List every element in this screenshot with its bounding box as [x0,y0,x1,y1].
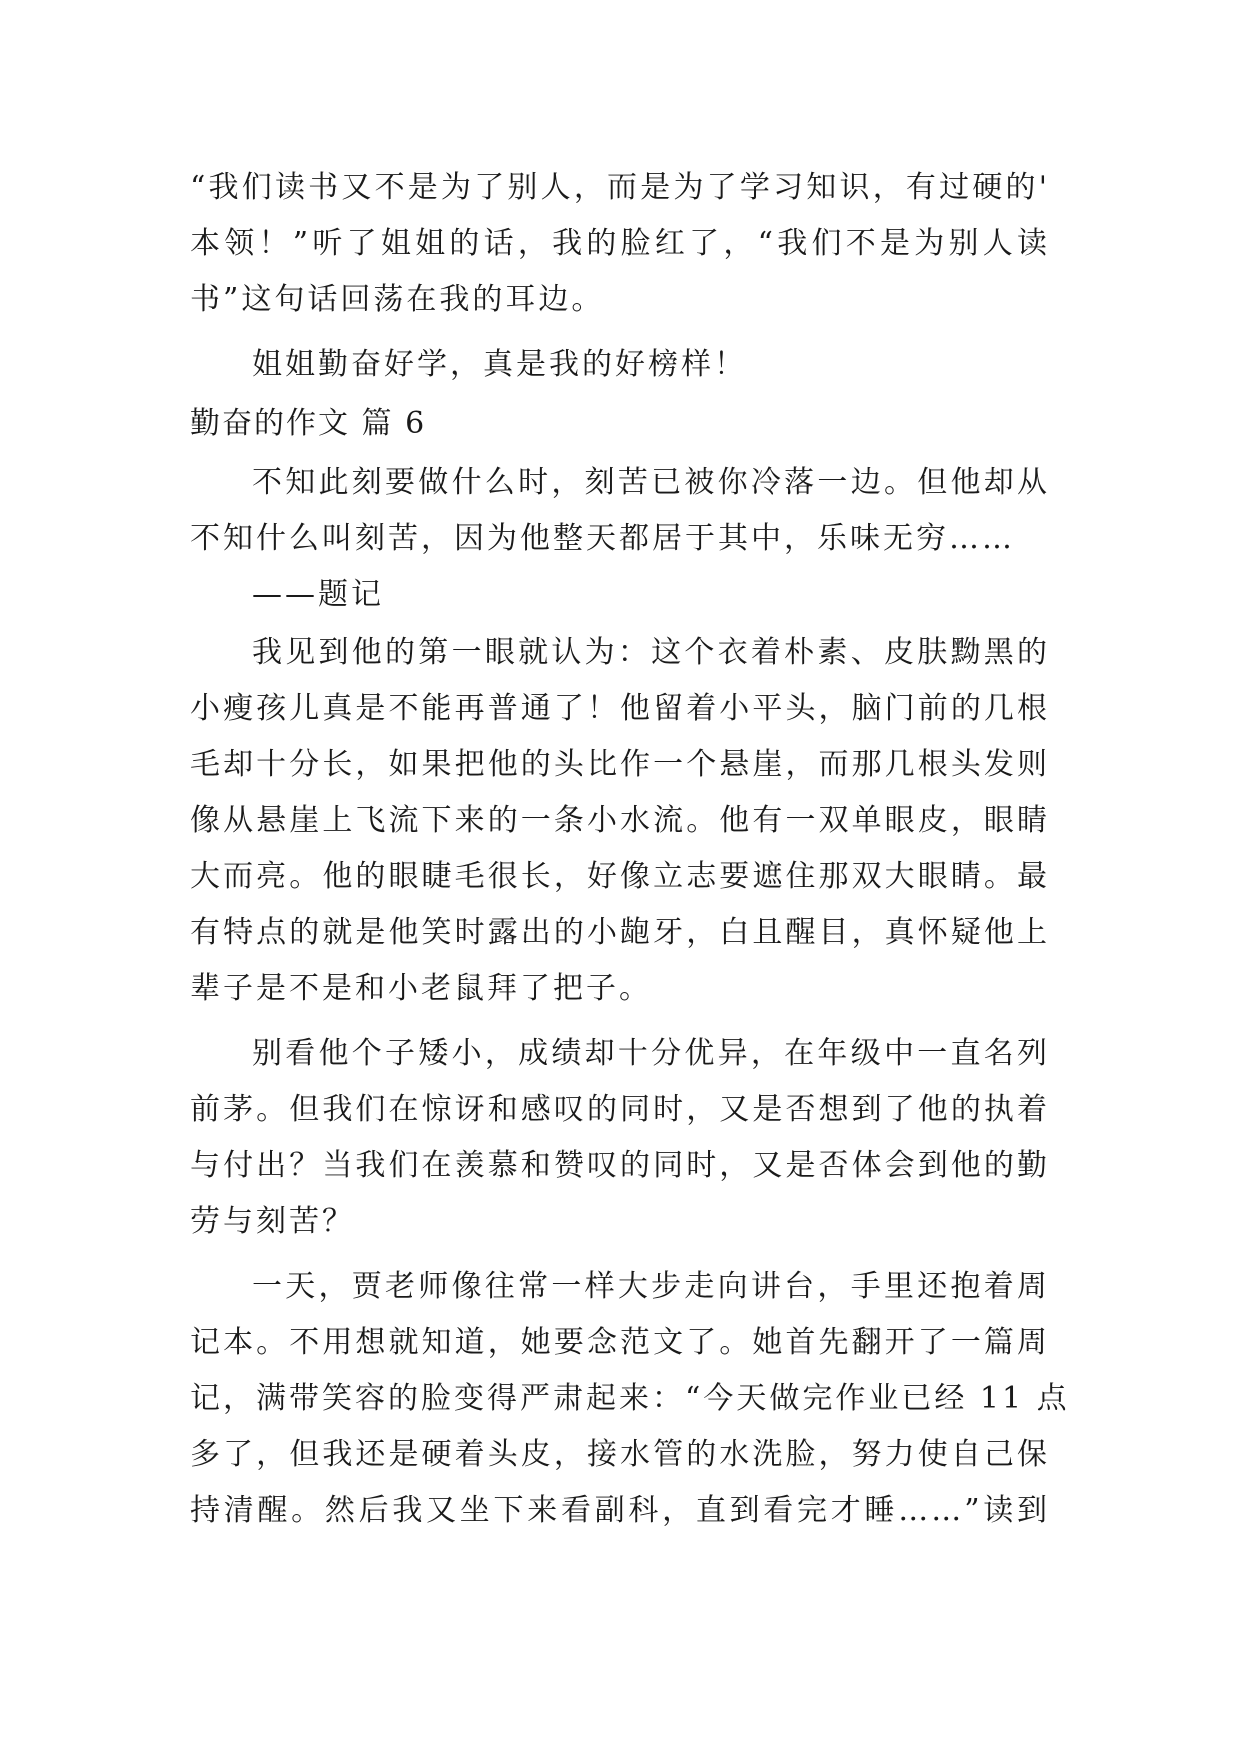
text-line: 不知此刻要做什么时，刻苦已被你冷落一边。但他却从 [252,465,1050,500]
text-line: 持清醒。然后我又坐下来看副科，直到看完才睡……”读到 [190,1493,1050,1528]
text-line: 辈子是不是和小老鼠拜了把子。 [190,971,652,1006]
section-heading: 勤奋的作文 篇 6 [190,406,427,441]
text-line: 一天，贾老师像往常一样大步走向讲台，手里还抱着周 [252,1269,1050,1304]
text-line: 有特点的就是他笑时露出的小龅牙，白且醒目，真怀疑他上 [190,915,1050,950]
text-line: 像从悬崖上飞流下来的一条小水流。他有一双单眼皮，眼睛 [190,803,1050,838]
text-line: 不知什么叫刻苦，因为他整天都居于其中，乐味无穷…… [190,521,1015,556]
text-line: 记，满带笑容的脸变得严肃起来：“今天做完作业已经 11 点 [190,1381,1070,1416]
text-line: 多了，但我还是硬着头皮，接水管的水洗脸，努力使自己保 [190,1437,1050,1472]
text-line: 本领！”听了姐姐的话，我的脸红了，“我们不是为别人读 [190,226,1050,261]
text-line: 毛却十分长，如果把他的头比作一个悬崖，而那几根头发则 [190,747,1050,782]
text-line: 前茅。但我们在惊讶和感叹的同时，又是否想到了他的执着 [190,1092,1050,1127]
text-line: “我们读书又不是为了别人，而是为了学习知识，有过硬的' [190,170,1050,205]
text-line: 小瘦孩儿真是不能再普通了！他留着小平头，脑门前的几根 [190,691,1050,726]
text-line: 与付出？当我们在羡慕和赞叹的同时，又是否体会到他的勤 [190,1148,1050,1183]
text-line: 书”这句话回荡在我的耳边。 [190,282,605,317]
text-line: 大而亮。他的眼睫毛很长，好像立志要遮住那双大眼睛。最 [190,859,1050,894]
text-line: 劳与刻苦？ [190,1204,355,1239]
epigraph-attribution: ——题记 [252,577,384,612]
text-line: 我见到他的第一眼就认为：这个衣着朴素、皮肤黝黑的 [252,635,1050,670]
text-line: 别看他个子矮小，成绩却十分优异，在年级中一直名列 [252,1036,1050,1071]
text-line: 记本。不用想就知道，她要念范文了。她首先翻开了一篇周 [190,1325,1050,1360]
text-line: 姐姐勤奋好学，真是我的好榜样！ [252,347,747,382]
